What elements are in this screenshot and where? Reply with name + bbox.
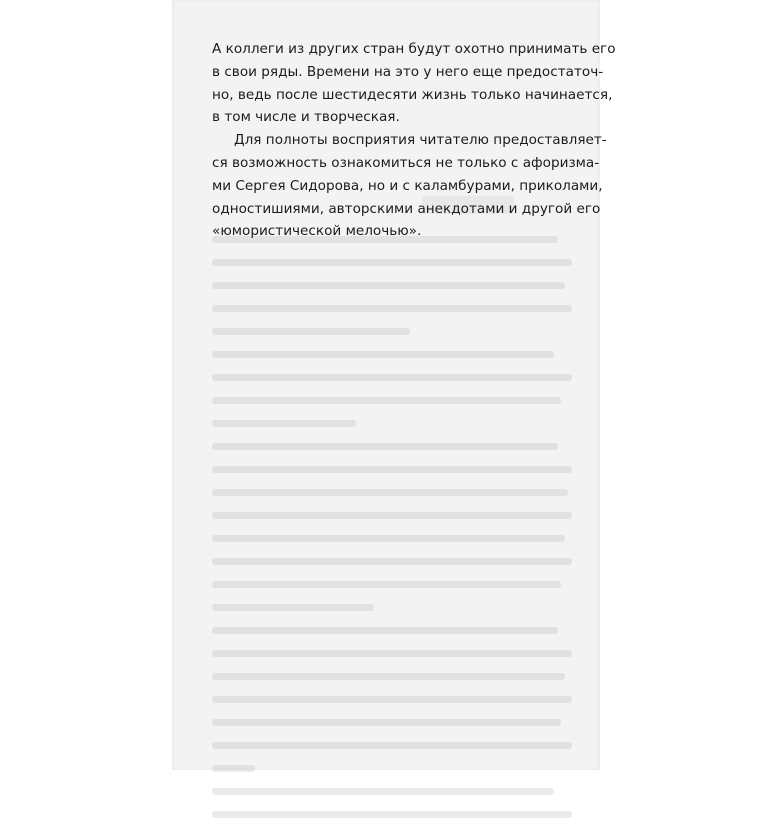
text-line: Для полноты восприятия читателю предоставляет-: [234, 132, 607, 149]
show-through-text: [212, 236, 572, 706]
book-page: [172, 0, 616, 770]
text-line: А коллеги из других стран будут охотно принимать его: [212, 41, 616, 57]
text-line: «юмористической мелочью».: [212, 223, 422, 240]
text-line: в свои ряды. Времени на это у него еще предостаточ-: [212, 63, 604, 80]
paragraph-1: [212, 38, 616, 129]
text-line: ся возможность ознакомиться не только с афоризма-: [212, 154, 600, 171]
paragraph-2: [212, 129, 607, 243]
text-line: в том числе и творческая.: [212, 109, 400, 126]
text-line: одностишиями, авторскими анекдотами и другой его: [212, 200, 601, 217]
body-text: [212, 38, 616, 243]
text-line: но, ведь после шестидесяти жизнь только начинается,: [212, 86, 613, 103]
text-line: ми Сергея Сидорова, но и с каламбурами, приколами,: [212, 177, 603, 194]
